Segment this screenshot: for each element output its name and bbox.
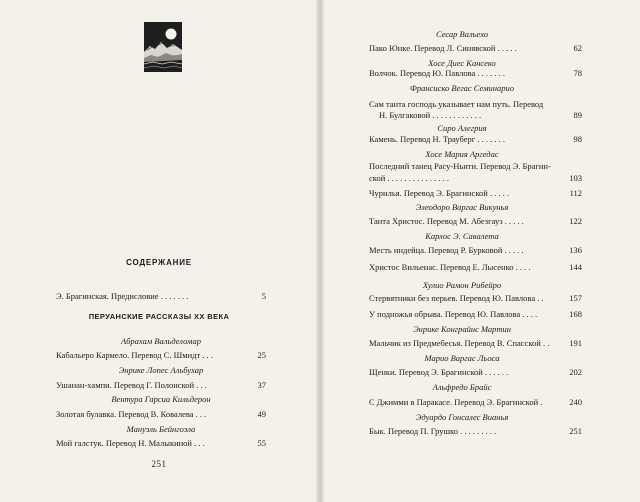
toc-entry: Волчок. Перевод Ю. Павлова . . . . . . . (369, 68, 506, 78)
toc-page-number: 55 (257, 438, 266, 448)
woodcut-emblem-icon (144, 22, 182, 72)
toc-entry: Золотая булавка. Перевод В. Ковалева . . . (56, 409, 207, 419)
toc-page-number: 136 (569, 245, 582, 255)
preface-page: 5 (261, 291, 266, 301)
toc-author: Хосе Мария Аргедас (425, 149, 499, 159)
toc-author: Энрике Конграйнс Мартин (413, 324, 511, 334)
toc-entry: Бык. Перевод П. Грушко . . . . . . . . . (369, 426, 497, 436)
toc-entry: Сам танта господь указывает нам путь. Перевод (369, 99, 544, 109)
toc-page-number: 122 (569, 216, 582, 226)
toc-author: Вентура Гарсиа Кильдерон (111, 394, 211, 404)
toc-entry: Ушанан-хампи. Перевод Г. Полонской . . . (56, 380, 207, 390)
toc-page-number: 103 (569, 173, 582, 183)
toc-entry: Камень. Перевод Н. Трауберг . . . . . . . (369, 134, 505, 144)
toc-page-number: 25 (257, 350, 266, 360)
toc-page-number: 251 (569, 426, 582, 436)
toc-entry: Щенки. Перевод Э. Брагинской . . . . . . (369, 367, 509, 377)
toc-author: Карлос Э. Савалета (425, 231, 499, 241)
preface-entry: Э. Брагинская. Предисловие . . . . . . . (56, 291, 189, 301)
toc-author: Сесар Вальехо (435, 29, 489, 39)
toc-page-number: 144 (569, 262, 582, 272)
toc-entry: Пако Юнке. Перевод Л. Синявской . . . . . (369, 43, 517, 53)
toc-page-number: 112 (569, 188, 582, 198)
toc-page-number: 49 (257, 409, 266, 419)
section-title: ПЕРУАНСКИЕ РАССКАЗЫ XX ВЕКА (88, 312, 230, 321)
left-page (0, 0, 318, 502)
toc-entry: Чурилья. Перевод Э. Брагинской . . . . . (369, 188, 510, 198)
toc-author: Энрике Лопес Альбухар (118, 365, 204, 375)
toc-entry: Месть индейца. Перевод Р. Бурковой . . . . . (369, 245, 524, 255)
toc-page-number: 78 (573, 68, 582, 78)
toc-entry: Последний танец Расу-Ньити. Перевод Э. Брагин- (369, 161, 551, 171)
toc-author: Хулио Рамон Рибейро (422, 280, 502, 290)
toc-entry: У подножья обрыва. Перевод Ю. Павлова . . . . (369, 309, 538, 319)
toc-page-number: 202 (569, 367, 582, 377)
toc-page-number: 240 (569, 397, 582, 407)
toc-author: Мануэль Бейнгоэла (126, 424, 196, 434)
toc-author: Сиро Алегрия (437, 123, 487, 133)
toc-author: Абрахам Вальделомар (121, 336, 201, 346)
toc-page-number: 37 (257, 380, 266, 390)
toc-entry: Танта Христос. Перевод М. Абезгауз . . . . . (369, 216, 524, 226)
toc-entry: Христос Вильенас. Перевод Е. Лысенко . . . . (369, 262, 531, 272)
contents-title: СОДЕРЖАНИЕ (126, 258, 192, 267)
toc-entry: Мальчик из Предмебесья. Перевод В. Спасской . . (369, 338, 550, 348)
toc-author: Марио Варгас Льоса (424, 353, 500, 363)
toc-author: Альфредо Брайс (432, 382, 492, 392)
toc-entry: Кабальеро Кармело. Перевод С. Шмидт . . . (56, 350, 213, 360)
toc-page-number: 157 (569, 293, 582, 303)
toc-entry: Стервятники без перьев. Перевод Ю. Павлова . . (369, 293, 544, 303)
toc-page-number: 168 (569, 309, 582, 319)
toc-author: Франсиско Вегас Семинарио (410, 83, 514, 93)
toc-entry-continuation: Н. Булгаковой . . . . . . . . . . . . (379, 110, 482, 120)
toc-entry-continuation: ской . . . . . . . . . . . . . . . (369, 173, 450, 183)
toc-author: Элеодоро Варгас Викунья (415, 202, 509, 212)
toc-author: Эдуардо Гонсалес Вианья (415, 412, 509, 422)
toc-page-number: 62 (573, 43, 582, 53)
toc-author: Хосе Диес Кансеко (428, 58, 496, 68)
toc-page-number: 89 (573, 110, 582, 120)
toc-entry: С Джимми в Паракасе. Перевод Э. Брагинской . (369, 397, 543, 407)
toc-page-number: 191 (569, 338, 582, 348)
right-page (322, 0, 640, 502)
toc-entry: Мой галстук. Перевод Н. Малыкиной . . . (56, 438, 205, 448)
toc-page-number: 98 (573, 134, 582, 144)
page-folio: 251 (151, 459, 167, 469)
